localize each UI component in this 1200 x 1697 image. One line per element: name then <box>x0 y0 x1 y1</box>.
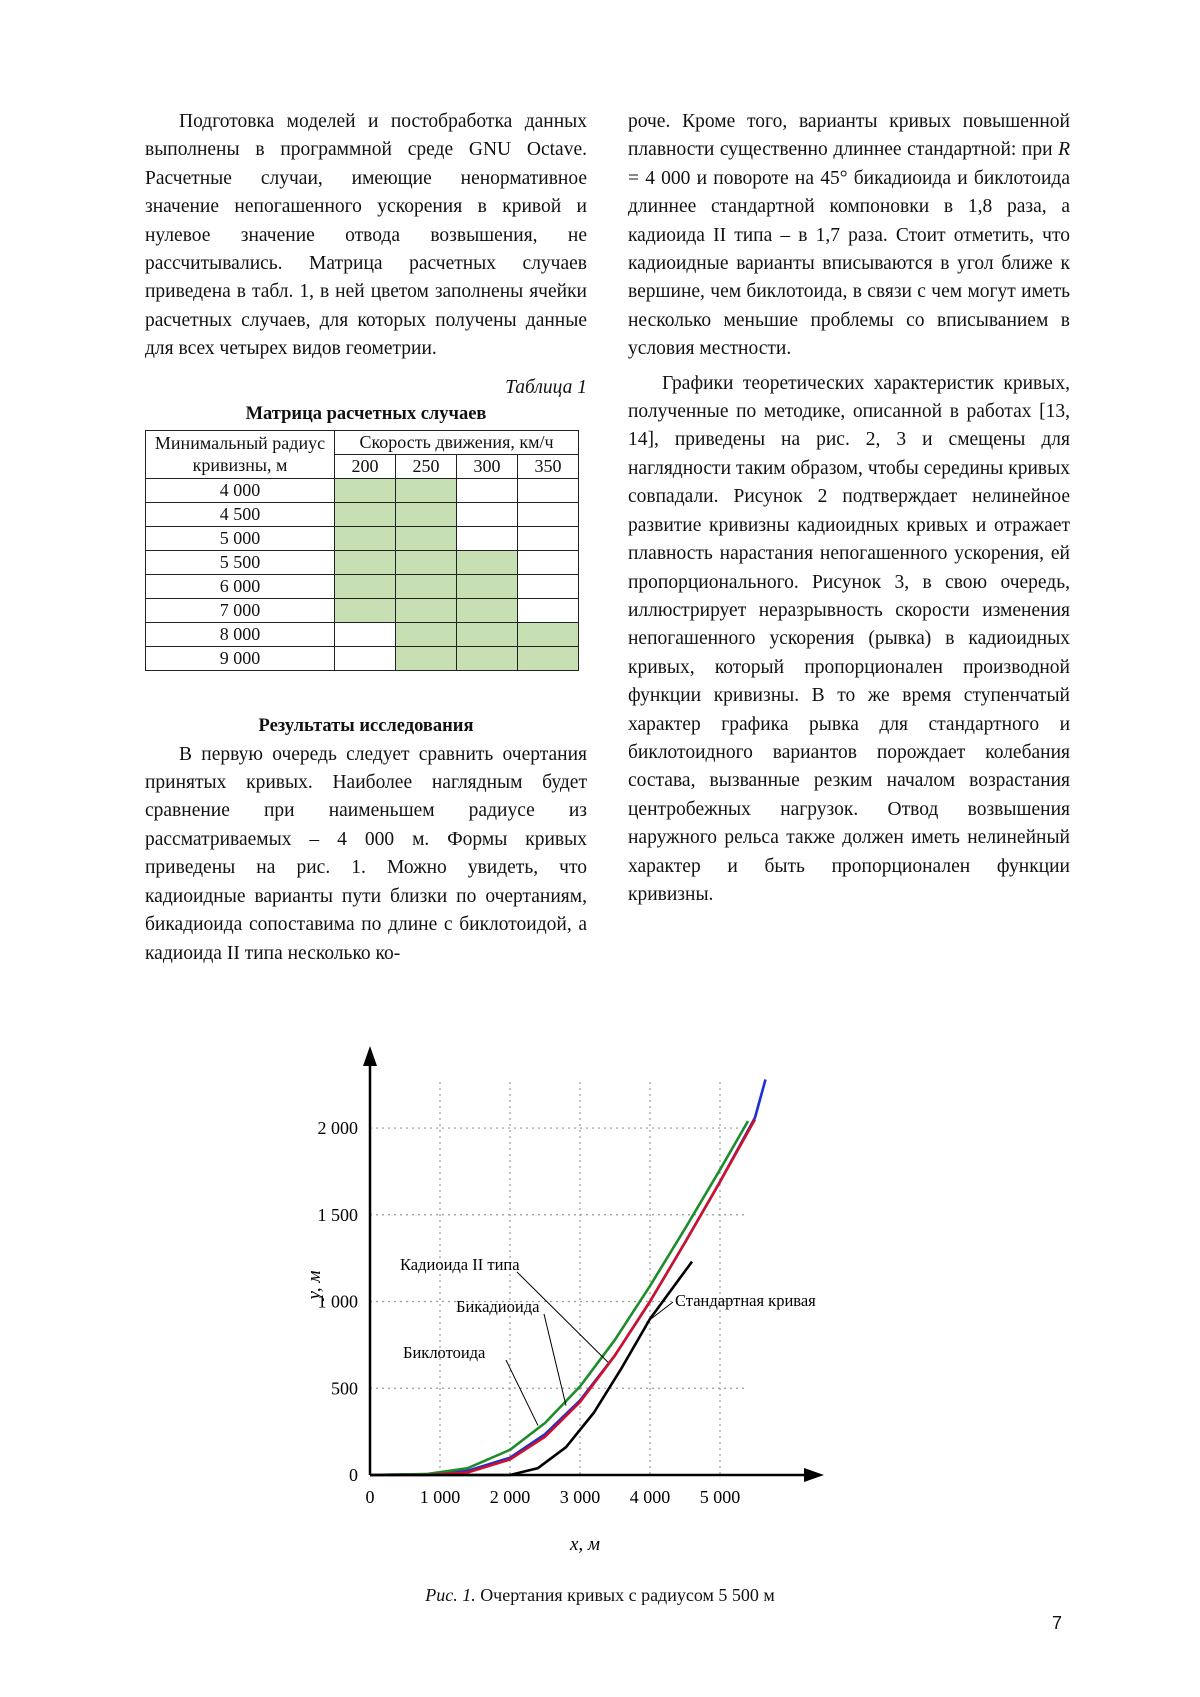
paragraph: Подготовка моделей и постобработка данных выполнены в программной среде GNU Octave. Расчетные случаи, имеющие ненормативное значение непогашенного ускорения в кривой и нулевое значение отвода возвышения, не рассчитывались. Матрица расчетных случаев приведена в табл. 1, в ней цветом заполнены ячейки расчетных случаев, для которых получены данные для всех четырех видов геометрии. <box>145 111 587 360</box>
filled-case-cell <box>518 646 579 670</box>
page-number: 7 <box>1052 1613 1063 1633</box>
x-tick-label: 3 000 <box>559 1487 601 1507</box>
empty-case-cell <box>518 598 579 622</box>
filled-case-cell <box>457 574 518 598</box>
empty-case-cell <box>457 478 518 502</box>
filled-case-cell <box>396 478 457 502</box>
y-tick-label: 1 500 <box>317 1204 358 1225</box>
y-tick-label: 500 <box>331 1378 358 1399</box>
filled-case-cell <box>457 550 518 574</box>
filled-case-cell <box>457 646 518 670</box>
radius-cell: 5 000 <box>146 526 335 550</box>
x-axis-label: x, м <box>569 1534 601 1555</box>
radius-cell: 4 500 <box>146 502 335 526</box>
figure-caption-text: Очертания кривых с радиусом 5 500 м <box>480 1585 775 1605</box>
y-tick-label: 1 000 <box>317 1291 358 1312</box>
filled-case-cell <box>335 598 396 622</box>
header-speed: Скорость движения, км/ч <box>335 430 579 454</box>
filled-case-cell <box>335 526 396 550</box>
empty-case-cell <box>518 574 579 598</box>
annotation-leader <box>544 1314 566 1406</box>
table-title: Матрица расчетных случаев <box>245 403 487 424</box>
empty-case-cell <box>335 622 396 646</box>
variable-r: R <box>1058 139 1070 161</box>
filled-case-cell <box>335 502 396 526</box>
x-tick-label: 0 <box>365 1487 375 1507</box>
left-column <box>145 108 587 968</box>
speed-header-cell: 200 <box>335 454 396 478</box>
x-tick-label: 4 000 <box>629 1487 671 1507</box>
empty-case-cell <box>457 502 518 526</box>
radius-cell: 8 000 <box>146 622 335 646</box>
y-axis-label: y, м <box>304 1270 325 1300</box>
speed-header-cell: 350 <box>518 454 579 478</box>
filled-case-cell <box>518 622 579 646</box>
paragraph: В первую очередь следует сравнить очертания принятых кривых. Наиболее наглядным будет сравнение при наименьшем радиусе из рассматриваемых – 4 000 м. Формы кривых приведены на рис. 1. Можно увидеть, что кадиоидные варианты пути близки по очертаниям, бикадиоида сопоставима по длине с биклотоидой, а кадиоида II типа несколько ко- <box>145 743 587 964</box>
text-run: роче. Кроме того, варианты кривых повышенной плавности существенно длиннее стандартной: при <box>628 111 1070 161</box>
x-tick-label: 5 000 <box>699 1487 741 1507</box>
filled-case-cell <box>335 478 396 502</box>
chart-series <box>370 1080 766 1476</box>
curve-shapes-chart <box>280 1030 920 1590</box>
filled-case-cell <box>396 598 457 622</box>
empty-case-cell <box>518 478 579 502</box>
filled-case-cell <box>396 622 457 646</box>
annotation-label: Кадиоида II типа <box>400 1255 520 1274</box>
speed-header-cell: 300 <box>457 454 518 478</box>
figure-caption <box>0 1585 1200 1606</box>
table-row <box>146 574 579 598</box>
empty-case-cell <box>518 526 579 550</box>
calculation-matrix-table <box>145 430 579 671</box>
filled-case-cell <box>396 550 457 574</box>
y-tick-label: 0 <box>349 1465 358 1485</box>
empty-case-cell <box>518 550 579 574</box>
x-tick-label: 2 000 <box>489 1487 531 1507</box>
filled-case-cell <box>335 550 396 574</box>
filled-case-cell <box>396 574 457 598</box>
radius-cell: 7 000 <box>146 598 335 622</box>
table-row <box>146 502 579 526</box>
text-run: = 4 000 и повороте на 45° бикадиоида и биклотоида длиннее стандартной компоновки в 1,8 раза, а кадиоида II типа – в 1,7 раза. Стоит отметить, что кадиоидные варианты вписываются в угол ближе к вершине, чем биклотоида, в связи с чем могут иметь несколько меньшие проблемы со вписыванием в условия местности. <box>628 167 1070 360</box>
radius-cell: 6 000 <box>146 574 335 598</box>
y-tick-label: 2 000 <box>317 1118 358 1139</box>
table-row <box>146 646 579 670</box>
table-header-row <box>146 430 579 454</box>
x-tick-label: 1 000 <box>419 1487 461 1507</box>
filled-case-cell <box>396 502 457 526</box>
filled-case-cell <box>457 622 518 646</box>
radius-cell: 9 000 <box>146 646 335 670</box>
y-axis-arrow <box>363 1046 377 1066</box>
right-column <box>628 108 1070 909</box>
filled-case-cell <box>457 598 518 622</box>
speed-header-cell: 250 <box>396 454 457 478</box>
table-caption: Таблица 1 <box>505 376 587 398</box>
annotation-leader <box>517 1272 608 1362</box>
x-axis-arrow <box>804 1468 824 1482</box>
annotation-leader <box>506 1360 538 1426</box>
radius-cell: 4 000 <box>146 478 335 502</box>
filled-case-cell <box>396 646 457 670</box>
figure-number: Рис. 1. <box>425 1585 476 1605</box>
section-title: Результаты исследования <box>258 715 474 736</box>
annotation-label: Бикадиоида <box>456 1297 540 1316</box>
header-radius: Минимальный радиус кривизны, м <box>146 430 335 478</box>
paragraph <box>628 108 1070 364</box>
empty-case-cell <box>457 526 518 550</box>
annotation-label: Стандартная кривая <box>675 1291 816 1310</box>
filled-case-cell <box>396 526 457 550</box>
table-row <box>146 598 579 622</box>
filled-case-cell <box>335 574 396 598</box>
table-row <box>146 526 579 550</box>
table-row <box>146 478 579 502</box>
table-row <box>146 622 579 646</box>
paragraph: Графики теоретических характеристик кривых, полученные по методике, описанной в работах [13, 14], приведены на рис. 2, 3 и смещены для наглядности таким образом, чтобы середины кривых совпадали. Рисунок 2 подтверждает нелинейное развитие кривизны кадиоидных кривых и отражает плавность нарастания непогашенного ускорения, ей пропорционального. Рисунок 3, в свою очередь, иллюстрирует неразрывность скорости изменения непогашенного ускорения (рывка) в кадиоидных кривых, который пропорционален производной функции кривизны. В то же время ступенчатый характер графика рывка для стандартного и биклотоидного вариантов порождает колебания состава, вызванные резким началом возрастания центробежных нагрузок. Отвод возвышения наружного рельса также должен иметь нелинейный характер и быть пропорционален функции кривизны. <box>628 372 1070 905</box>
chart-annotations <box>400 1255 816 1426</box>
radius-cell: 5 500 <box>146 550 335 574</box>
empty-case-cell <box>518 502 579 526</box>
table-row <box>146 550 579 574</box>
annotation-label: Биклотоида <box>403 1343 486 1362</box>
empty-case-cell <box>335 646 396 670</box>
chart-grid <box>370 1082 748 1475</box>
